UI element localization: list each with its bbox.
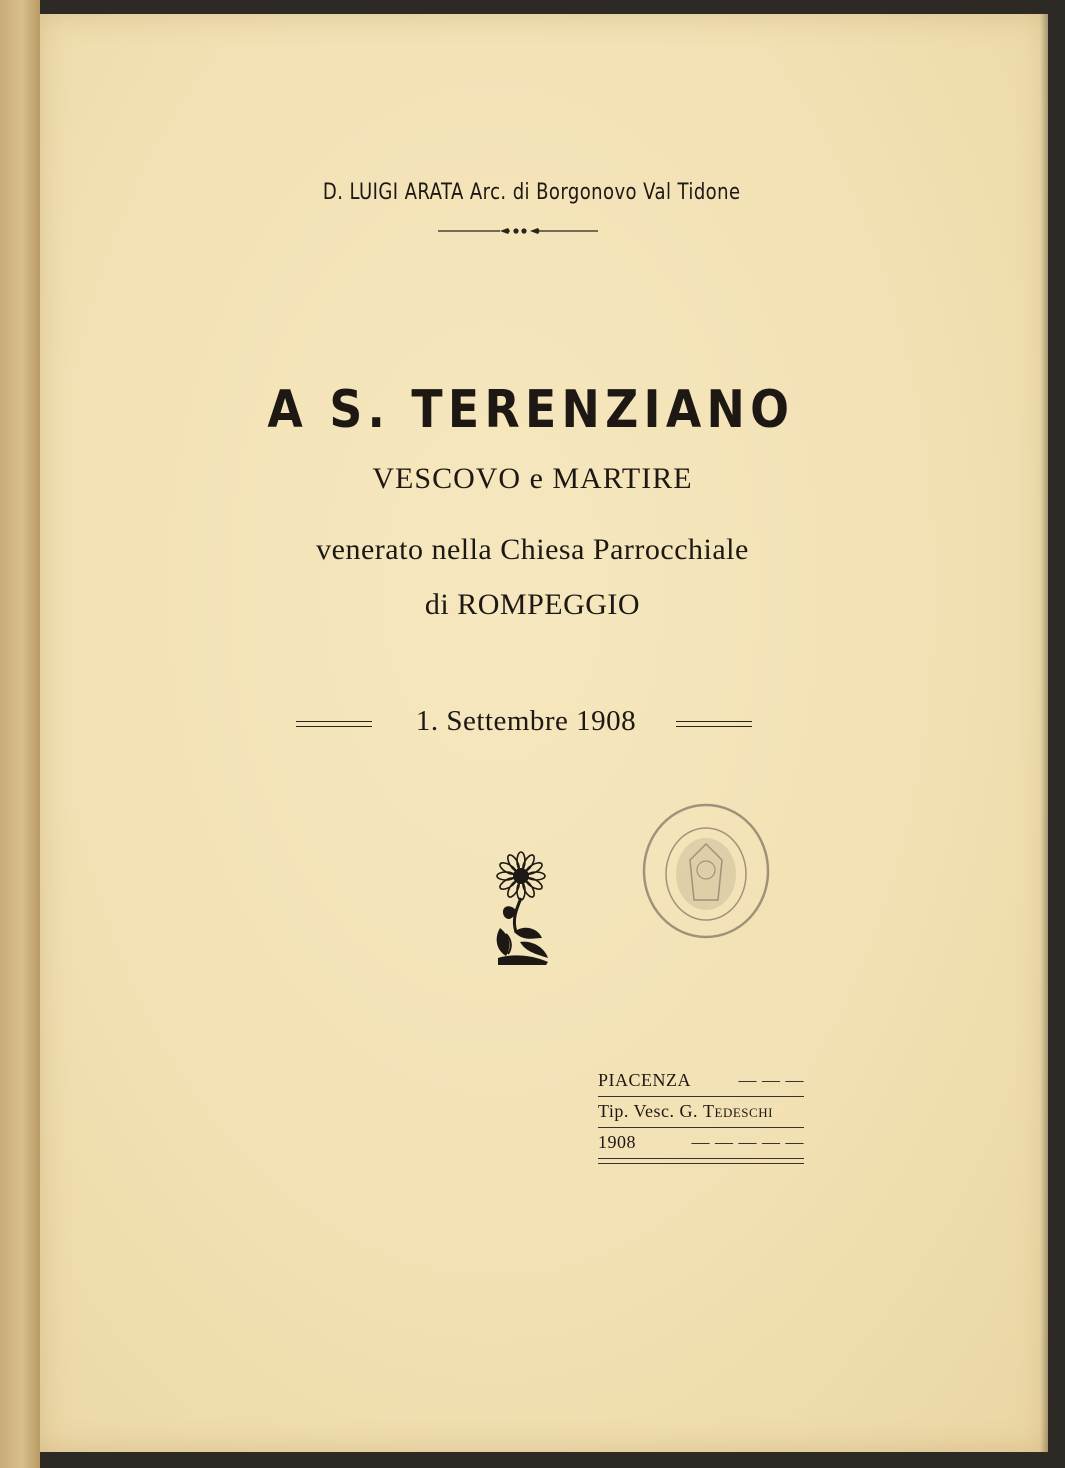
- dedication-line-1: venerato nella Chiesa Parrocchiale: [316, 533, 749, 566]
- imprint-block: [598, 1066, 804, 1164]
- imprint-printer-row: [598, 1097, 804, 1128]
- page-shadow: [1040, 14, 1048, 1452]
- imprint-city: PIACENZA: [598, 1070, 691, 1090]
- imprint-year: 1908: [598, 1132, 636, 1152]
- imprint-printer-name: Tedeschi: [703, 1101, 773, 1121]
- imprint-bottom-rule: [598, 1159, 804, 1164]
- double-rule-right: [676, 721, 752, 727]
- imprint-year-row: [598, 1128, 804, 1159]
- subtitle: VESCOVO e MARTIRE: [372, 462, 693, 495]
- divider-ornament: [438, 224, 598, 238]
- double-rule-left: [296, 721, 372, 727]
- imprint-year-dashes: — — — — —: [691, 1132, 804, 1152]
- date-row: [296, 705, 756, 745]
- imprint-printer-prefix: Tip. Vesc. G.: [598, 1101, 704, 1121]
- library-stamp-icon: [640, 800, 772, 942]
- dedication-line-2: di ROMPEGGIO: [424, 588, 641, 621]
- sunflower-ornament-icon: [490, 850, 556, 966]
- page-edge: [0, 0, 40, 1468]
- imprint-city-row: [598, 1066, 804, 1097]
- author-line: D. LUIGI ARATA Arc. di Borgonovo Val Tidone: [322, 180, 741, 205]
- imprint-city-dashes: — — —: [738, 1070, 804, 1090]
- main-title: A S. TERENZIANO: [267, 380, 795, 440]
- date-text: 1. Settembre 1908: [415, 705, 637, 737]
